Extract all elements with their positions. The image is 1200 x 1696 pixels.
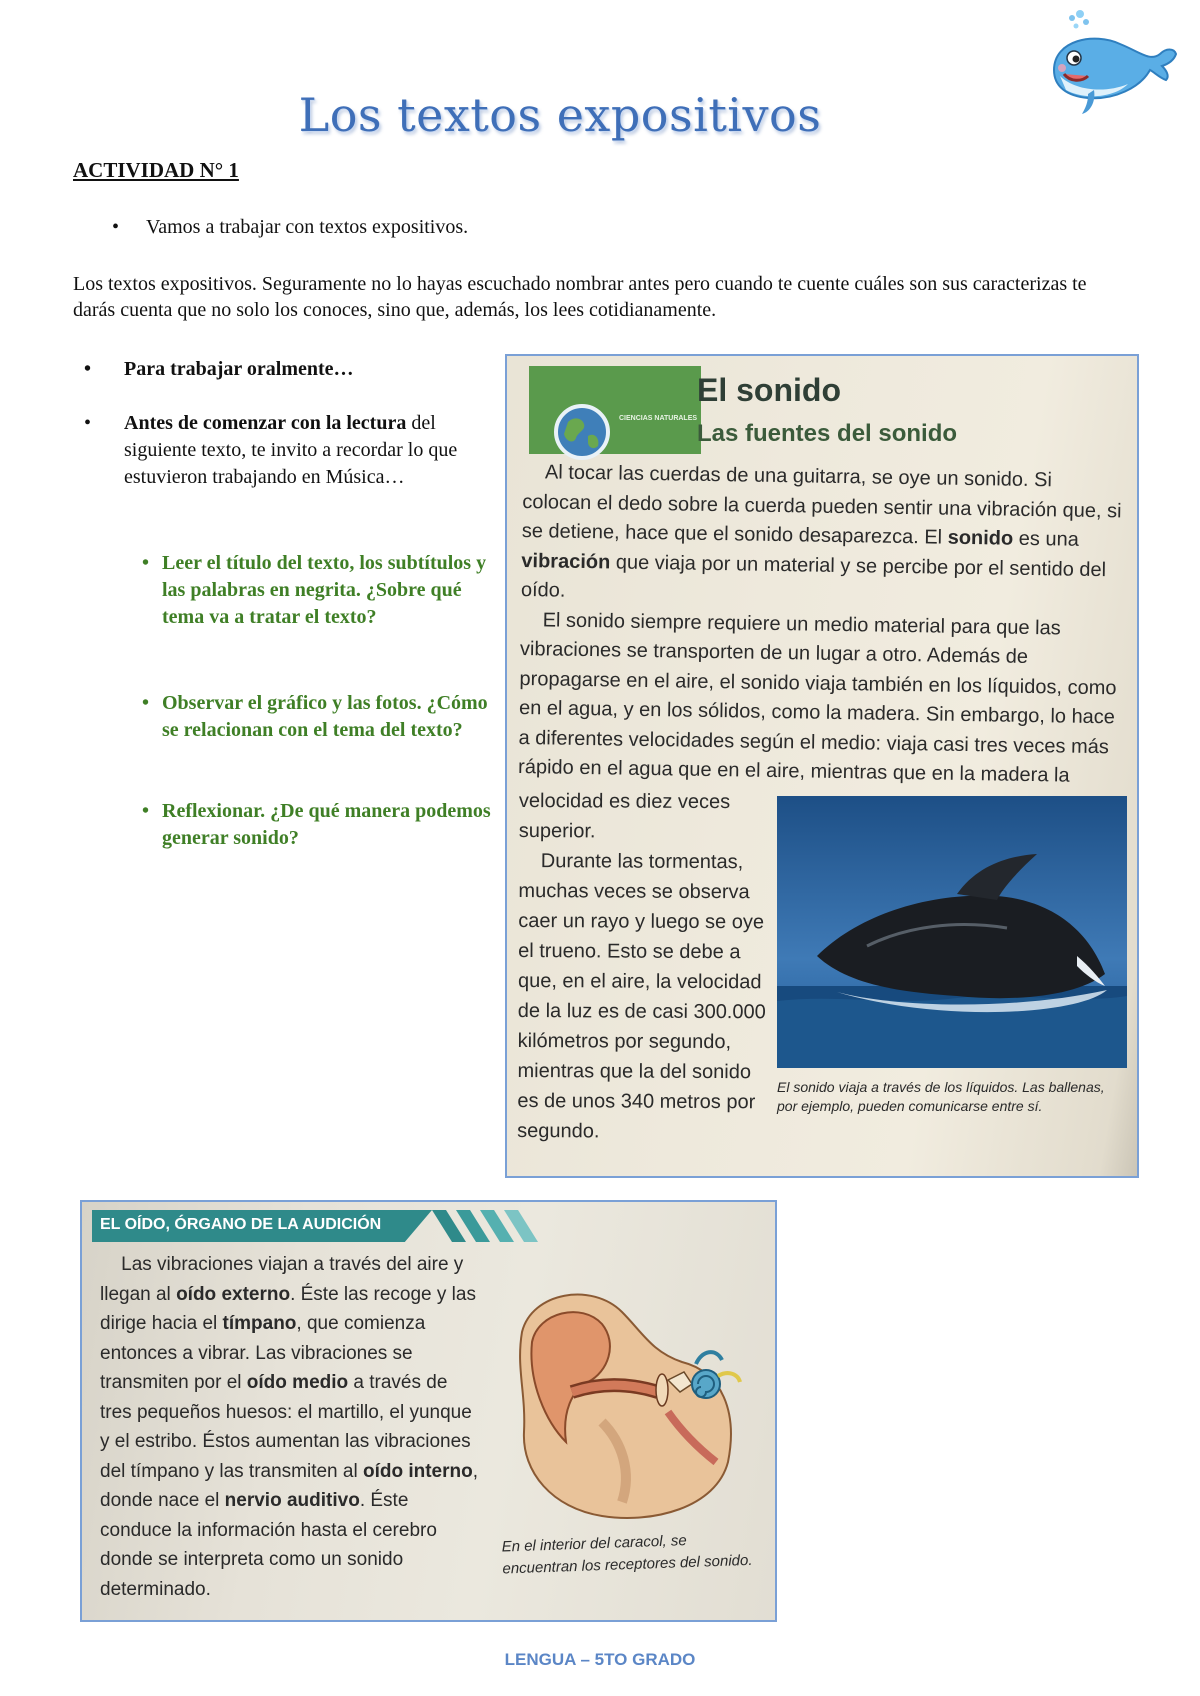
bold-term: sonido bbox=[947, 526, 1014, 550]
intro-paragraph: Los textos expositivos. Seguramente no lo hayas escuchado nombrar antes pero cuando te cuente cuáles son sus caracterizas te darás cuenta que no solo los conoces, sino que, además, los lees cotidianamente. bbox=[73, 273, 1087, 321]
bold-term: oído externo bbox=[176, 1283, 291, 1305]
whale-caption: El sonido viaja a través de los líquidos. Las ballenas, por ejemplo, pueden comunicarse entre sí. bbox=[777, 1079, 1105, 1114]
ear-section-title: EL OÍDO, ÓRGANO DE LA AUDICIÓN bbox=[100, 1216, 382, 1233]
textbook-body bbox=[518, 458, 1123, 792]
footer: LENGUA – 5TO GRADO bbox=[504, 1650, 696, 1669]
task-text: Reflexionar. ¿De qué manera podemos generar sonido? bbox=[162, 800, 491, 849]
text-run: . Éste las recoge y las dirige hacia el bbox=[100, 1283, 476, 1334]
before-reading-text bbox=[124, 410, 484, 491]
globe-icon bbox=[552, 402, 612, 462]
text-run: a través de tres pequeños huesos: el martillo, el yunque y el estribo. Éstos aumentan las vibraciones del tímpano y las transmiten al bbox=[100, 1372, 472, 1482]
ear-body bbox=[100, 1250, 480, 1604]
ear-diagram bbox=[502, 1272, 742, 1532]
textbook-photo-sound bbox=[505, 354, 1139, 1178]
text-run: Al tocar las cuerdas de una guitarra, se oye un sonido. Si colocan el dedo sobre la cuerda pueden sentir una vibración que, si se detiene, hace que el sonido desaparezca. El bbox=[521, 461, 1122, 549]
bullet-icon: • bbox=[112, 216, 120, 238]
textbook-title: El sonido bbox=[697, 372, 841, 408]
bold-term: vibración bbox=[521, 549, 611, 573]
bullet-icon: • bbox=[142, 692, 150, 714]
text-run: Durante las tormentas, muchas veces se observa caer un rayo y luego se oye el trueno. Esto se debe a que, en el aire, la velocidad de la luz es de casi 300.000 kilómetros por segundo, mientras que la del sonido es de unos 340 metros por segundo. bbox=[517, 850, 766, 1143]
bold-term: oído interno bbox=[362, 1460, 473, 1482]
bullet-icon: • bbox=[142, 552, 150, 574]
ear-caption: En el interior del caracol, se encuentran los receptores del sonido. bbox=[501, 1532, 753, 1578]
task-text: Observar el gráfico y las fotos. ¿Cómo se relacionan con el tema del texto? bbox=[162, 692, 488, 741]
whale-mascot-icon bbox=[1044, 8, 1180, 120]
text-run: , que comienza entonces a vibrar. Las vibraciones se transmiten por el bbox=[100, 1313, 426, 1393]
textbook-paragraph: velocidad es diez veces superior. bbox=[518, 789, 731, 843]
bullet-icon: • bbox=[142, 800, 150, 822]
textbook-paragraph bbox=[517, 846, 769, 1147]
bullet-icon: • bbox=[84, 412, 92, 434]
page-title: Los textos expositivos bbox=[298, 88, 822, 142]
text-run: , donde nace el bbox=[100, 1460, 479, 1511]
section-tag: CIENCIAS NATURALES bbox=[619, 415, 698, 422]
text-run: . Éste conduce la información hasta el cerebro donde se interpreta como un sonido determinado. bbox=[100, 1490, 437, 1600]
bullet-icon: • bbox=[84, 358, 92, 380]
textbook-column bbox=[517, 786, 769, 1147]
bold-term: nervio auditivo bbox=[224, 1490, 360, 1511]
textbook-subtitle: Las fuentes del sonido bbox=[697, 420, 958, 447]
text-run: Las vibraciones viajan a través del aire y llegan al bbox=[100, 1254, 464, 1305]
task-text: Leer el título del texto, los subtítulos y las palabras en negrita. ¿Sobre qué tema va a tratar el texto? bbox=[162, 552, 487, 628]
decorative-stripes bbox=[432, 1210, 632, 1242]
activity-label: ACTIVIDAD N° 1 bbox=[73, 158, 239, 182]
text-run: es una bbox=[1013, 527, 1079, 551]
before-reading-rest: del siguiente texto, te invito a recordar lo que estuvieron trabajando en Música… bbox=[124, 412, 458, 488]
bold-term: oído medio bbox=[246, 1372, 349, 1393]
activity-bullet-text: Vamos a trabajar con textos expositivos. bbox=[146, 216, 469, 238]
whale-photo bbox=[777, 796, 1127, 1068]
bold-term: tímpano bbox=[222, 1313, 297, 1334]
textbook-photo-ear bbox=[80, 1200, 777, 1622]
textbook-paragraph bbox=[518, 605, 1121, 791]
before-reading-bold: Antes de comenzar con la lectura bbox=[124, 412, 407, 434]
oral-work-text: Para trabajar oralmente… bbox=[124, 358, 354, 380]
text-run: que viaja por un material y se percibe por el sentido del oído. bbox=[520, 550, 1107, 602]
text-run: El sonido siempre requiere un medio material para que las vibraciones se transporten de un lugar a otro. Además de propagarse en el aire, el sonido viaja también en los líquidos, como en el agua, y en los sólidos, como la madera. Sin embargo, lo hace a diferentes velocidades según el medio: viaja casi tres veces más rápido en el agua que en el aire, mientras que en la madera la bbox=[517, 608, 1117, 787]
textbook-paragraph bbox=[521, 458, 1123, 615]
